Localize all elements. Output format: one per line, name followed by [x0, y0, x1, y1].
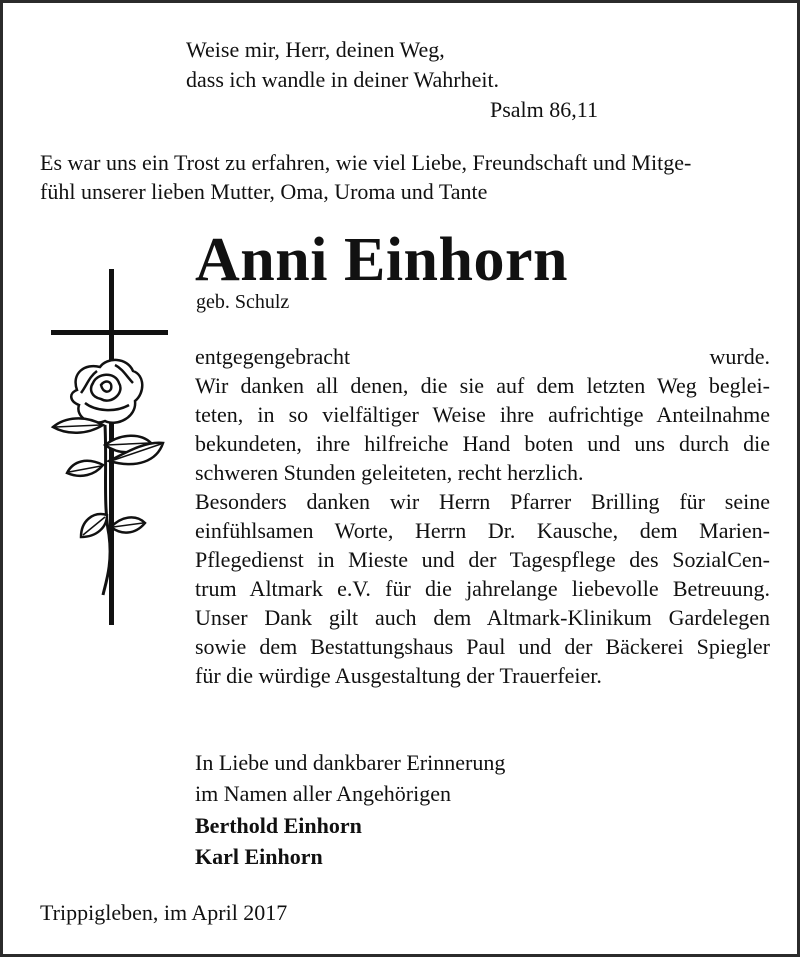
body-line: entgegengebracht wurde. [195, 344, 770, 369]
body-line: schweren Stunden geleiteten, recht herzlich. [195, 460, 584, 485]
verse-line-2: dass ich wandle in deiner Wahrheit. [186, 67, 500, 92]
verse-reference: Psalm 86,11 [490, 97, 598, 122]
verse-line-1: Weise mir, Herr, deinen Weg, [186, 37, 445, 62]
closing-line-1: In Liebe und dankbarer Erinnerung [195, 750, 506, 775]
body-line: Wir danken all denen, die sie auf dem letzten Weg beglei- [195, 373, 770, 398]
body-line: bekundeten, ihre hilfreiche Hand boten und uns durch die [195, 431, 770, 456]
body-line: trum Altmark e.V. für die jahrelange liebevolle Betreuung. [195, 576, 770, 601]
signatory: Berthold Einhorn [195, 813, 362, 838]
closing-line-2: im Namen aller Angehörigen [195, 781, 451, 806]
body-line: Besonders danken wir Herrn Pfarrer Brilling für seine [195, 489, 770, 514]
intro-line-1: Es war uns ein Trost zu erfahren, wie viel Liebe, Freundschaft und Mitge- [40, 150, 692, 175]
body-line: Pflegedienst in Mieste und der Tagespflege des SozialCen- [195, 547, 770, 572]
cross-horizontal-beam [51, 330, 168, 335]
rose-bloom [71, 360, 142, 423]
deceased-name: Anni Einhorn [195, 226, 569, 294]
body-line: einfühlsamen Worte, Herrn Dr. Kausche, dem Marien- [195, 518, 770, 543]
body-line: für die würdige Ausgestaltung der Trauerfeier. [195, 663, 602, 688]
signatory: Karl Einhorn [195, 844, 323, 869]
body-line: Unser Dank gilt auch dem Altmark-Klinikum Gardelegen [195, 605, 770, 630]
cross-with-rose-icon [45, 265, 175, 627]
body-line: sowie dem Bestattungshaus Paul und der Bäckerei Spiegler [195, 634, 770, 659]
place-date: Trippigleben, im April 2017 [40, 900, 288, 925]
intro-line-2: fühl unserer lieben Mutter, Oma, Uroma und Tante [40, 179, 488, 204]
body-line: teten, in so vielfältiger Weise ihre aufrichtige Anteilnahme [195, 402, 770, 427]
birth-name: geb. Schulz [196, 291, 290, 313]
